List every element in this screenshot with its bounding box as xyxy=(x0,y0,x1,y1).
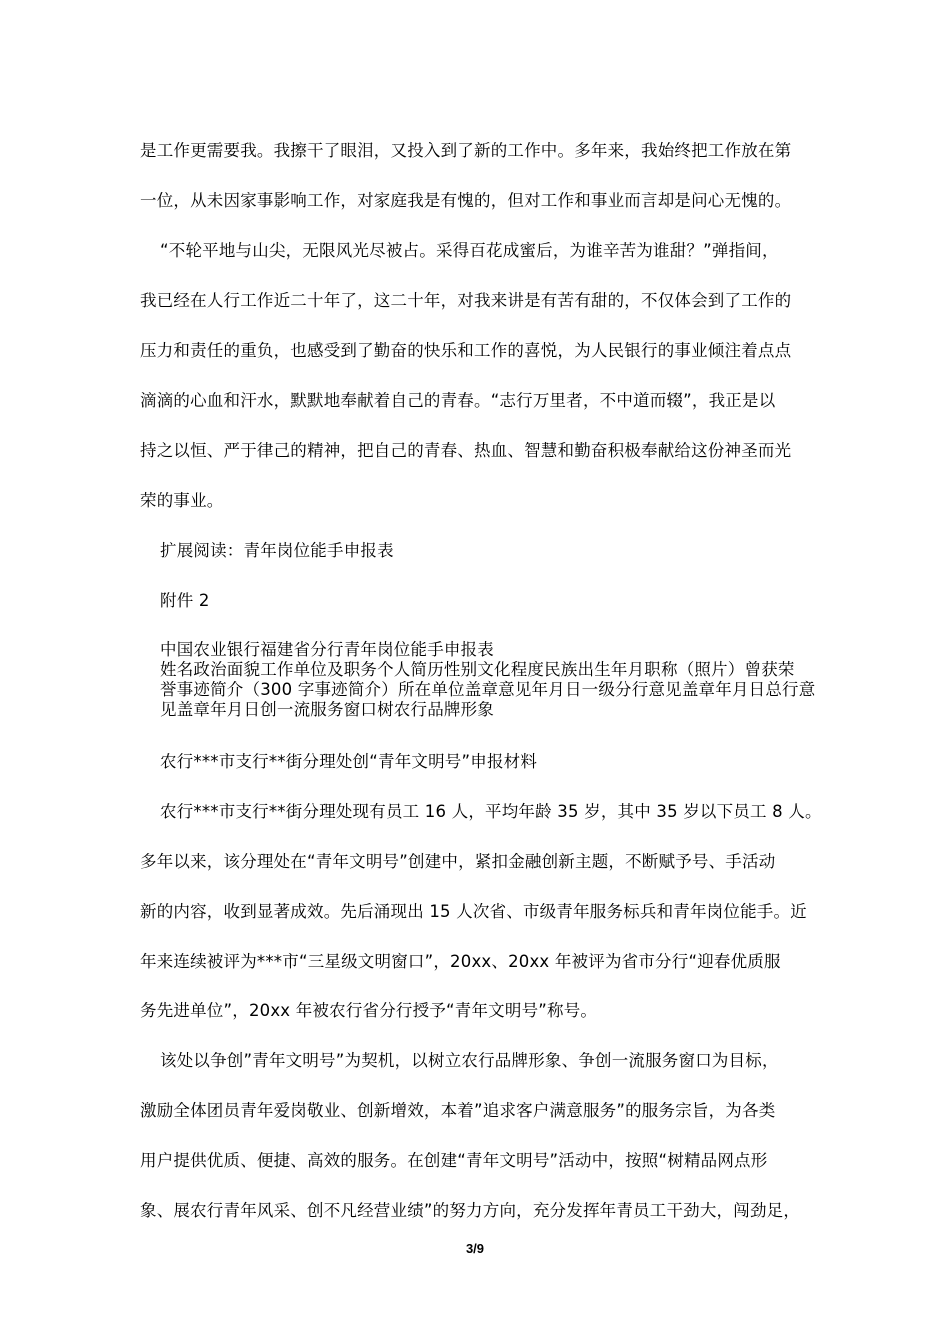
form-title: 中国农业银行福建省分行青年岗位能手申报表 xyxy=(160,640,494,659)
paragraph-line: 荣的事业。 xyxy=(140,491,224,510)
form-fields-block xyxy=(160,660,840,720)
paragraph-line: 激励全体团员青年爱岗敬业、创新增效，本着”追求客户满意服务”的服务宗旨，为各类 xyxy=(140,1101,776,1120)
form-fields-line: 姓名政治面貌工作单位及职务个人简历性别文化程度民族出生年月职称（照片）曾获荣 xyxy=(160,660,795,679)
material-title: 农行***市支行**街分理处创“青年文明号”申报材料 xyxy=(160,752,538,771)
paragraph-line: 一位，从未因家事影响工作，对家庭我是有愧的，但对工作和事业而言却是问心无愧的。 xyxy=(140,191,792,210)
paragraph-line: 持之以恒、严于律己的精神，把自己的青春、热血、智慧和勤奋积极奉献给这份神圣而光 xyxy=(140,441,792,460)
paragraph-line: 该处以争创”青年文明号”为契机，以树立农行品牌形象、争创一流服务窗口为目标， xyxy=(160,1051,779,1070)
paragraph-line: 年来连续被评为***市“三星级文明窗口”，20xx、20xx 年被评为省市分行“迎春优质服 xyxy=(140,952,781,971)
paragraph-line: 用户提供优质、便捷、高效的服务。在创建“青年文明号”活动中，按照“树精品网点形 xyxy=(140,1151,768,1170)
paragraph-line: 象、展农行青年风采、创不凡经营业绩”的努力方向，充分发挥年青员工干劲大，闯劲足， xyxy=(140,1201,801,1220)
paragraph-line: 农行***市支行**街分理处现有员工 16 人，平均年龄 35 岁，其中 35 岁以下员工 8 人。 xyxy=(160,802,822,821)
paragraph-line: 我已经在人行工作近二十年了，这二十年，对我来讲是有苦有甜的，不仅体会到了工作的 xyxy=(140,291,792,310)
form-fields-line: 见盖章年月日创一流服务窗口树农行品牌形象 xyxy=(160,700,494,719)
paragraph-line: 新的内容，收到显著成效。先后涌现出 15 人次省、市级青年服务标兵和青年岗位能手。近 xyxy=(140,902,807,921)
extended-reading-heading: 扩展阅读：青年岗位能手申报表 xyxy=(160,541,394,560)
paragraph-line: “不轮平地与山尖，无限风光尽被占。采得百花成蜜后，为谁辛苦为谁甜？”弹指间， xyxy=(160,241,779,260)
paragraph-line: 是工作更需要我。我擦干了眼泪，又投入到了新的工作中。多年来，我始终把工作放在第 xyxy=(140,141,792,160)
paragraph-line: 滴滴的心血和汗水，默默地奉献着自己的青春。“志行万里者，不中道而辍”，我正是以 xyxy=(140,391,776,410)
form-fields-line: 誉事迹简介（300 字事迹简介）所在单位盖章意见年月日一级分行意见盖章年月日总行意 xyxy=(160,680,816,699)
paragraph-line: 多年以来，该分理处在“青年文明号”创建中，紧扣金融创新主题，不断赋予号、手活动 xyxy=(140,852,776,871)
paragraph-line: 压力和责任的重负，也感受到了勤奋的快乐和工作的喜悦，为人民银行的事业倾注着点点 xyxy=(140,341,792,360)
paragraph-line: 务先进单位”，20xx 年被农行省分行授予“青年文明号”称号。 xyxy=(140,1001,598,1020)
page-number: 3/9 xyxy=(465,1241,485,1256)
attachment-label: 附件 2 xyxy=(160,591,210,610)
